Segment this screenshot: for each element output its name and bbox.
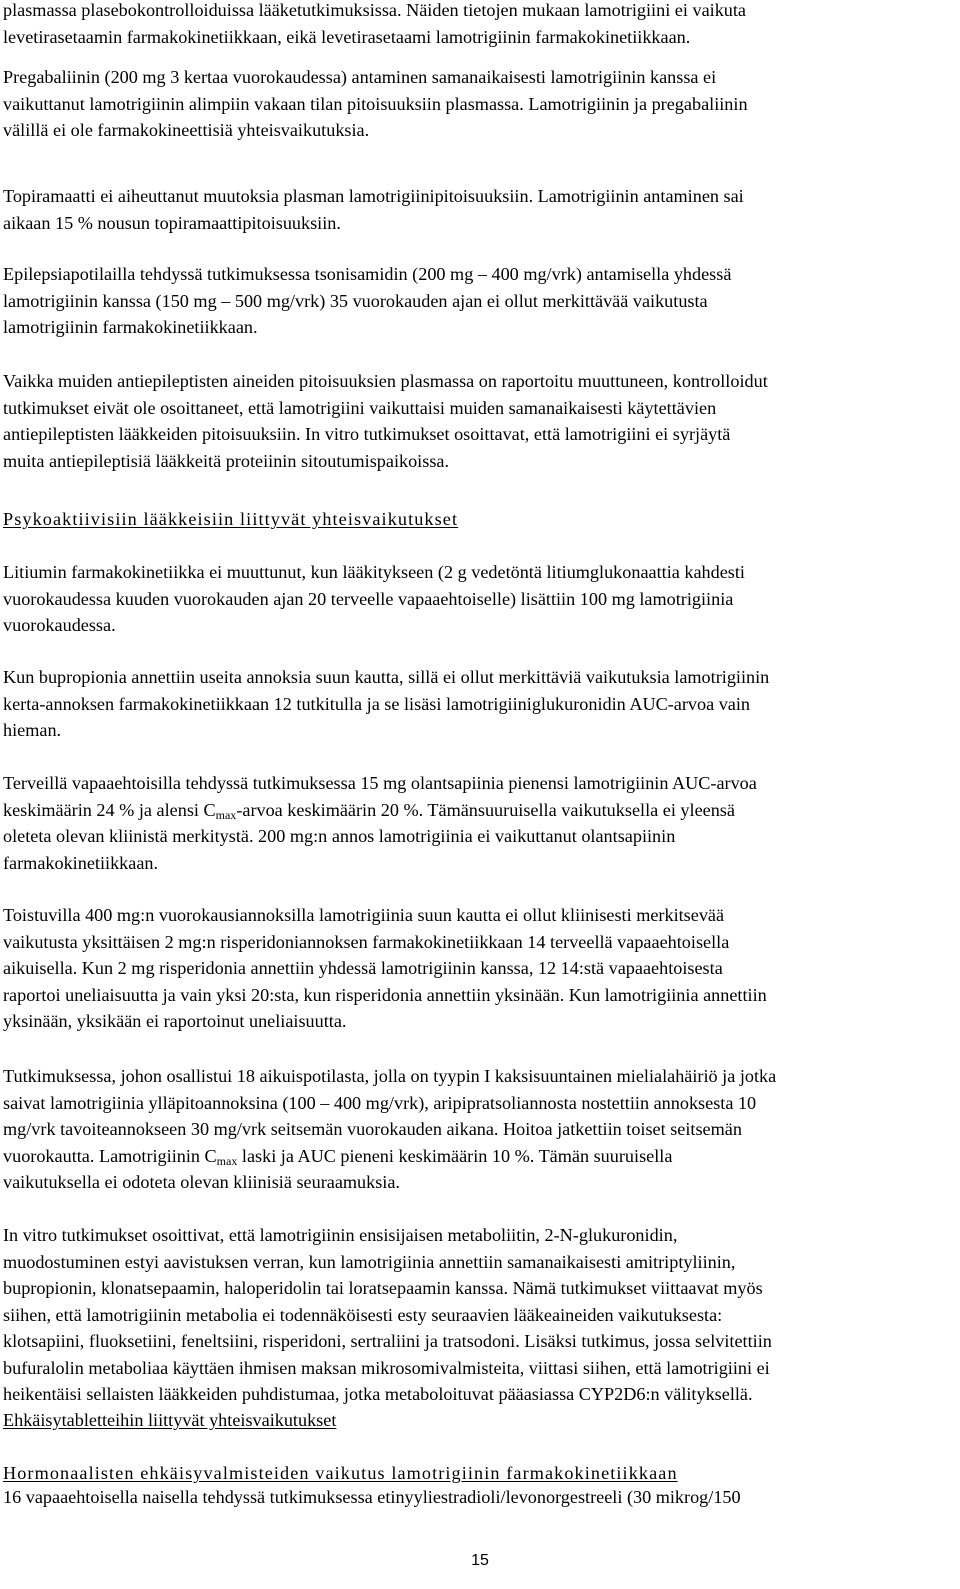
text-line: bufuralolin metaboliaa käyttäen ihmisen maksan mikrosomivalmisteita, viittasi siihen, että lamotrigiini ei — [3, 1357, 770, 1378]
text-line: vaikutuksella ei odoteta olevan kliinisiä seuraamuksia. — [3, 1172, 400, 1192]
subscript-max: max — [215, 807, 237, 822]
paragraph-olanzapine — [3, 770, 951, 876]
text-line: In vitro tutkimukset osoittivat, että lamotrigiinin ensisijaisen metaboliitin, 2-N-glukuronidin, — [3, 1225, 678, 1245]
heading-text: Hormonaalisten ehkäisyvalmisteiden vaikutus lamotrigiinin farmakokinetiikkaan — [3, 1463, 678, 1483]
text-line: vuorokaudessa. — [3, 615, 116, 635]
paragraph-zonisamide — [3, 261, 951, 341]
paragraph-in-vitro — [3, 1222, 951, 1408]
text-line: lamotrigiinin farmakokinetiikkaan. — [3, 317, 258, 337]
section-heading-contraceptives — [3, 1407, 951, 1434]
text-line: Epilepsiapotilailla tehdyssä tutkimuksessa tsonisamidin (200 mg – 400 mg/vrk) antamisella yhdessä — [3, 264, 732, 284]
text-line: hieman. — [3, 720, 62, 740]
section-heading-hormonal — [3, 1460, 951, 1487]
paragraph-levetiracetam — [3, 0, 951, 50]
text-line: vaikuttanut lamotrigiinin alimpiin vakaan tilan pitoisuuksiin plasmassa. Lamotrigiinin ja pregabaliinin — [3, 93, 748, 114]
text-line: Vaikka muiden antiepileptisten aineiden pitoisuuksien plasmassa on raportoitu muuttuneen, kontrolloidut — [3, 371, 768, 391]
paragraph-lithium — [3, 559, 951, 639]
text-line: bupropionin, klonatsepaamin, haloperidolin tai loratsepaamin kanssa. Nämä tutkimukset viittaavat myös — [3, 1278, 763, 1298]
text-line: Terveillä vapaaehtoisilla tehdyssä tutkimuksessa 15 mg olantsapiinia pienensi lamotrigiinin AUC-arvoa — [3, 773, 757, 793]
text-line: muodostuminen estyi aavistuksen verran, kun lamotrigiinia annettiin samanaikaisesti amitriptyliinin, — [3, 1251, 736, 1272]
subscript-max: max — [216, 1153, 238, 1168]
text-line: levetirasetaamin farmakokinetiikkaan, eikä levetirasetaami lamotrigiinin farmakokinetiikkaan. — [3, 26, 691, 47]
paragraph-risperidone — [3, 902, 951, 1035]
text-line: muita antiepileptisiä lääkkeitä proteiinin sitoutumispaikoissa. — [3, 450, 450, 471]
heading-text: Ehkäisytabletteihin liittyvät yhteisvaikutukset — [3, 1410, 337, 1430]
paragraph-other-antiepileptics — [3, 368, 951, 474]
paragraph-ethinylestradiol — [3, 1484, 951, 1511]
text-line: oleteta olevan kliinistä merkitystä. 200 mg:n annos lamotrigiinia ei vaikuttanut olantsapiinin — [3, 826, 676, 846]
text-line: yksinään, yksikään ei raportoinut uneliaisuutta. — [3, 1011, 347, 1031]
text-line: kerta-annoksen farmakokinetiikkaan 12 tutkitulla ja se lisäsi lamotrigiiniglukuronidin AUC-arvoa vain — [3, 693, 751, 714]
text-line: raportoi uneliaisuutta ja vain yksi 20:sta, kun risperidonia annettiin yksinään. Kun lamotrigiinia annettiin — [3, 984, 767, 1005]
text-line: heikentäisi sellaisten lääkkeiden puhdistumaa, jotka metaboloituvat pääasiassa CYP2D6:n välityksellä. — [3, 1384, 753, 1404]
text-segment: -arvoa keskimäärin 20 %. Tämänsuuruisella vaikutuksella ei yleensä — [236, 799, 735, 820]
page-number: 15 — [471, 1552, 489, 1569]
text-line: Topiramaatti ei aiheuttanut muutoksia plasman lamotrigiinipitoisuuksiin. Lamotrigiinin antaminen sai — [3, 186, 744, 206]
text-line: vaikutusta yksittäisen 2 mg:n risperidoniannoksen farmakokinetiikkaan 14 terveellä vapaaehtoisella — [3, 931, 730, 952]
text-line: farmakokinetiikkaan. — [3, 852, 159, 873]
text-line: välillä ei ole farmakokineettisiä yhteisvaikutuksia. — [3, 120, 370, 140]
text-line: aikaan 15 % nousun topiramaattipitoisuuksiin. — [3, 212, 341, 233]
text-line: lamotrigiinin kanssa (150 mg – 500 mg/vrk) 35 vuorokauden ajan ei ollut merkittävää vaikutusta — [3, 290, 708, 311]
section-heading-psychoactive — [3, 506, 951, 533]
text-segment: keskimäärin 24 % ja alensi C — [3, 799, 216, 820]
text-line: Litiumin farmakokinetiikka ei muuttunut, kun lääkitykseen (2 g vedetöntä litiumglukonaattia kahdesti — [3, 562, 745, 582]
text-line: 16 vapaaehtoisella naisella tehdyssä tutkimuksessa etinyyliestradioli/levonorgestreeli (30 mikrog/150 — [3, 1487, 741, 1507]
text-line: Toistuvilla 400 mg:n vuorokausiannoksilla lamotrigiinia suun kautta ei ollut kliinisesti merkitsevää — [3, 905, 725, 925]
heading-text: Psykoaktiivisiin lääkkeisiin liittyvät yhteisvaikutukset — [3, 509, 459, 529]
text-line — [3, 1143, 951, 1170]
text-line: Pregabaliinin (200 mg 3 kertaa vuorokaudessa) antaminen samanaikaisesti lamotrigiinin kanssa ei — [3, 67, 717, 87]
text-line: Kun bupropionia annettiin useita annoksia suun kautta, sillä ei ollut merkittäviä vaikutuksia lamotrigiinin — [3, 667, 770, 687]
text-line: plasmassa plasebokontrolloiduissa lääketutkimuksissa. Näiden tietojen mukaan lamotrigiini ei vaikuta — [3, 0, 747, 20]
text-line: mg/vrk tavoiteannokseen 30 mg/vrk seitsemän vuorokauden aikana. Hoitoa jatkettiin toiset seitsemän — [3, 1119, 742, 1139]
text-line: tutkimukset eivät ole osoittaneet, että lamotrigiini vaikuttaisi muiden samanaikaisesti käytettävien — [3, 397, 717, 418]
paragraph-aripiprazole — [3, 1063, 951, 1196]
text-segment: laski ja AUC pieneni keskimäärin 10 %. Tämän suuruisella — [237, 1145, 673, 1166]
text-line: aikuisella. Kun 2 mg risperidonia annettiin yhdessä lamotrigiinin kanssa, 12 14:stä vapaaehtoisesta — [3, 958, 723, 978]
text-line: siihen, että lamotrigiinin metabolia ei todennäköisesti esty seuraavien lääkeaineiden vaikutuksesta: — [3, 1304, 723, 1325]
text-line: klotsapiini, fluoksetiini, feneltsiini, risperidoni, sertraliini ja tratsodoni. Lisäksi tutkimus, jossa selvitettiin — [3, 1331, 772, 1351]
text-line: Tutkimuksessa, johon osallistui 18 aikuispotilasta, jolla on tyypin I kaksisuuntainen mielialahäiriö ja jotka — [3, 1066, 777, 1086]
text-line: vuorokaudessa kuuden vuorokauden ajan 20 terveelle vapaaehtoiselle) lisättiin 100 mg lamotrigiinia — [3, 588, 734, 609]
paragraph-bupropion — [3, 664, 951, 744]
paragraph-pregabalin — [3, 64, 951, 144]
text-line: saivat lamotrigiinia ylläpitoannoksina (100 – 400 mg/vrk), aripipratsoliannosta nostettiin annoksesta 10 — [3, 1092, 757, 1113]
text-line — [3, 797, 951, 824]
text-line: antiepileptisten lääkkeiden pitoisuuksiin. In vitro tutkimukset osoittavat, että lamotrigiini ei syrjäytä — [3, 424, 731, 444]
text-segment: vuorokautta. Lamotrigiinin C — [3, 1145, 217, 1166]
paragraph-topiramate — [3, 183, 951, 236]
